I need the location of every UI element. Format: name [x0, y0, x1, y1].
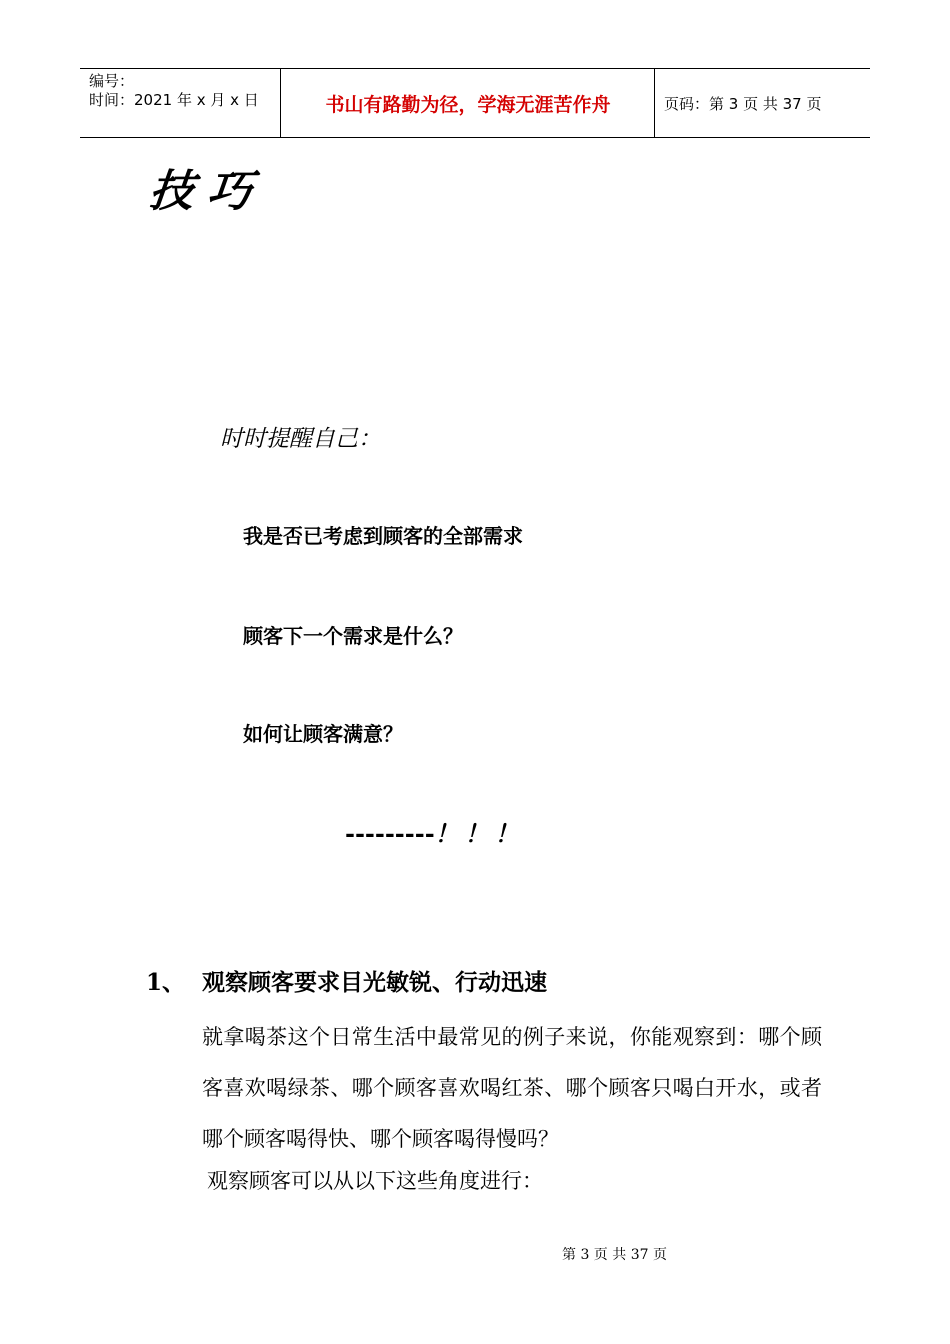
header-meta-cell	[80, 69, 281, 137]
section-heading	[146, 964, 547, 997]
header-table	[80, 68, 870, 138]
body-paragraph: 就拿喝茶这个日常生活中最常见的例子来说，你能观察到：哪个顾客喜欢喝绿茶、哪个顾客喜欢喝红茶、哪个顾客只喝白开水，或者哪个顾客喝得快、哪个顾客喝得慢吗？	[202, 1025, 822, 1151]
header-motto: 书山有路勤为径，学海无涯苦作舟	[282, 69, 655, 137]
body-paragraph-2: 观察顾客可以从以下这些角度进行：	[207, 1169, 543, 1193]
section-title: 观察顾客要求目光敏锐、行动迅速	[202, 969, 547, 996]
page-title: 技巧	[146, 166, 269, 217]
dash-divider	[345, 814, 525, 849]
question-1: 我是否已考虑到顾客的全部需求	[243, 524, 523, 548]
page-footer	[0, 1244, 950, 1264]
reminder-heading: 时时提醒自己：	[220, 426, 381, 452]
question-3: 如何让顾客满意？	[243, 722, 403, 746]
number-label: 编号：	[89, 72, 135, 90]
footer-page-number: 第 3 页 共 37 页	[562, 1247, 667, 1263]
section-number: 1、	[146, 969, 186, 996]
header-page-code: 页码：第 3 页 共 37 页	[664, 94, 822, 113]
question-2: 顾客下一个需求是什么？	[243, 624, 463, 648]
time-label: 时间：2021 年 x 月 x 日	[89, 91, 259, 109]
exclamation-marks: ！！！	[434, 819, 525, 848]
dash-line: ---------	[345, 819, 435, 848]
